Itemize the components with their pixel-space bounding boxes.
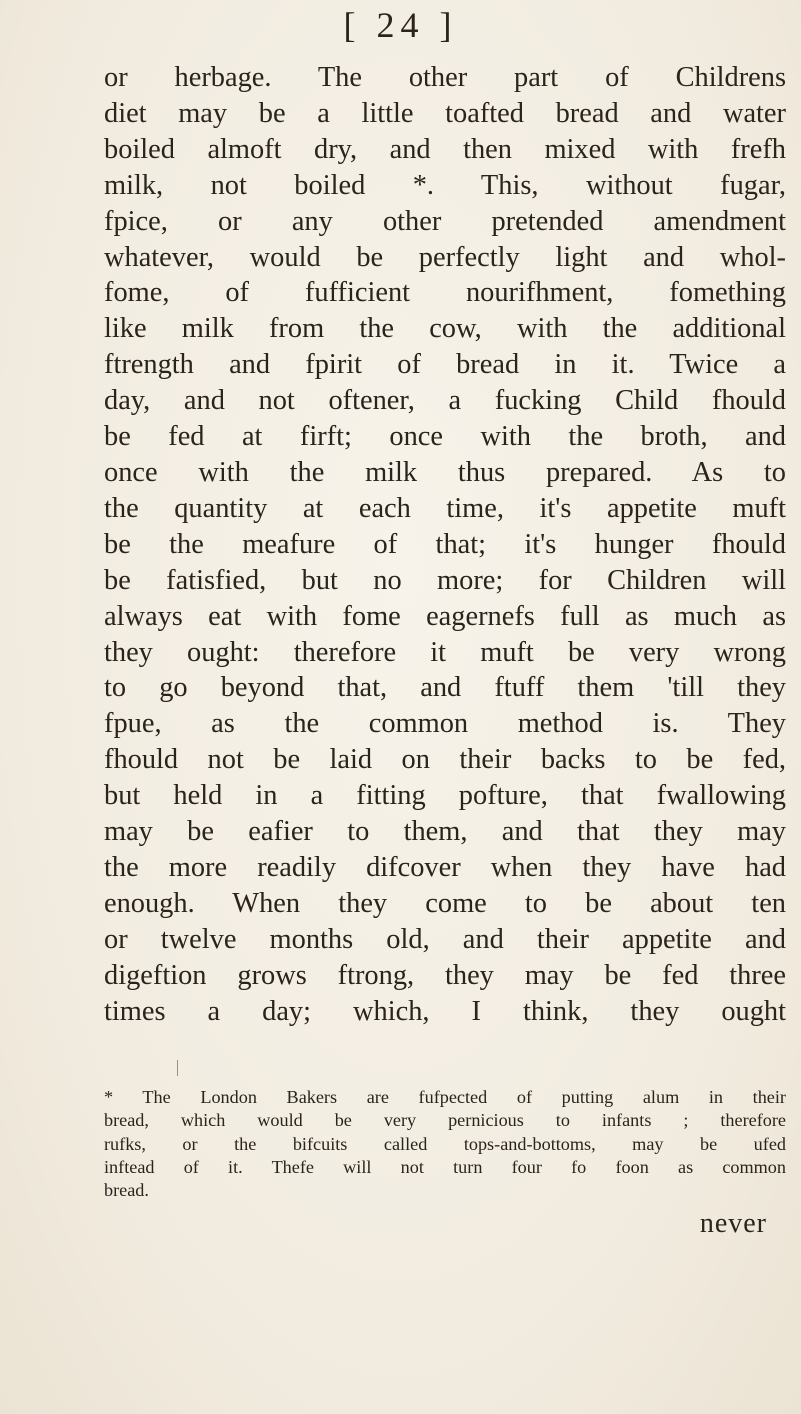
body-line: fpice, or any other pretended amendment [104,205,786,237]
body-line: digeftion grows ftrong, they may be fed three [104,959,786,991]
body-line: be fatisfied, but no more; for Children will [104,564,786,596]
body-line: ftrength and fpirit of bread in it. Twice a [104,349,786,381]
body-line: or herbage. The other part of Childrens [104,62,786,93]
body-line: the more readily difcover when they have had [104,851,786,883]
body-line: boiled almoft dry, and then mixed with frefh [104,133,786,165]
body-line: to go beyond that, and ftuff them 'till they [104,672,786,704]
body-line: diet may be a little toafted bread and water [104,97,786,129]
body-line: times a day; which, I think, they ought [104,995,786,1027]
body-line: fpue, as the common method is. They [104,708,786,740]
body-line: fhould not be laid on their backs to be fed, [104,744,786,776]
body-line: always eat with fome eagernefs full as much as [104,600,786,632]
body-line: fome, of fufficient nourifhment, fomething [104,277,786,309]
page-number-header: [ 24 ] [343,5,458,45]
body-line: enough. When they come to be about ten [104,887,786,919]
body-text [104,60,786,1029]
body-line: once with the milk thus prepared. As to [104,456,786,488]
body-line: but held in a fitting pofture, that fwallowing [104,780,786,812]
body-line: like milk from the cow, with the additional [104,313,786,345]
footnote-line: * The London Bakers are fufpected of putting alum in their [104,1087,786,1107]
body-line: be the meafure of that; it's hunger fhould [104,528,786,560]
catchword: never [699,1208,767,1239]
body-line: whatever, would be perfectly light and whol- [104,241,786,273]
footnote-line: bread. [104,1180,149,1201]
body-line: may be eafier to them, and that they may [104,816,786,848]
footnote-line: bread, which would be very pernicious to infants ; therefore [104,1110,786,1131]
print-mark [177,1060,178,1076]
body-line: be fed at firft; once with the broth, and [104,421,786,453]
footnote [104,1086,786,1202]
footnote-line: rufks, or the bifcuits called tops-and-bottoms, may be ufed [104,1133,786,1154]
body-line: milk, not boiled *. This, without fugar, [104,169,786,201]
body-line: or twelve months old, and their appetite and [104,923,786,955]
footnote-line: inftead of it. Thefe will not turn four fo foon as common [104,1156,786,1177]
body-line: day, and not oftener, a fucking Child fhould [104,385,786,417]
body-line: they ought: therefore it muft be very wrong [104,636,786,668]
body-line: the quantity at each time, it's appetite muft [104,492,786,524]
